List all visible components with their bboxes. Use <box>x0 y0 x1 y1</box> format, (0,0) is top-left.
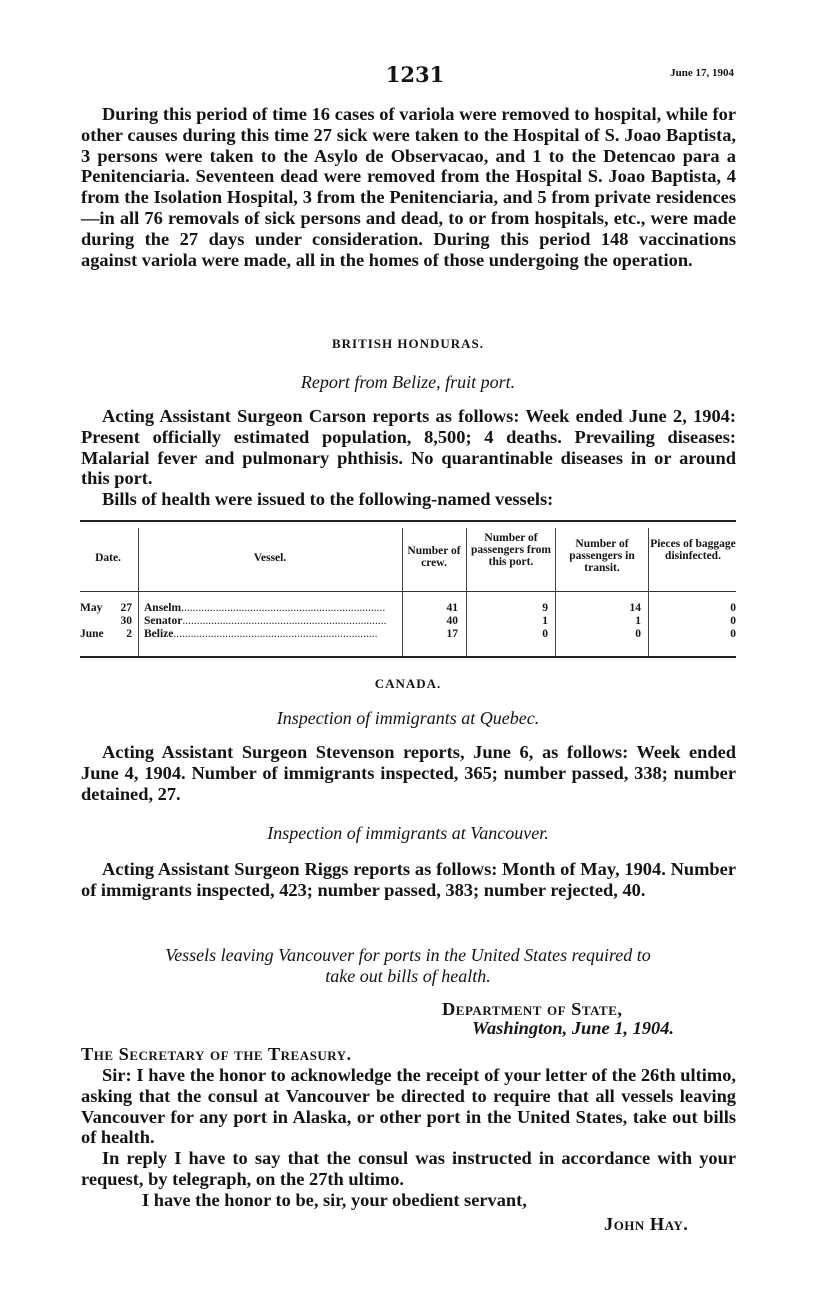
subheading-belize: Report from Belize, fruit port. <box>300 372 516 392</box>
sender-department <box>442 999 742 1020</box>
row-month: June <box>80 628 104 640</box>
signature <box>604 1214 744 1235</box>
col-header-in-transit: Number of passengers in transit. <box>569 538 635 574</box>
subheading-vessels-line1: Vessels leaving Vancouver for ports in the United States required to <box>165 945 651 965</box>
row-day: 30 <box>120 615 132 627</box>
subheading-vessels-line2: take out bills of health. <box>325 966 491 986</box>
intro-paragraph: During this period of time 16 cases of variola were removed to hospital, while for other causes during this time 27 sick were taken to the Hospital of S. Joao Baptista, 3 persons were taken to the Asylo de Observacao, and 1 to the Detencao para a Penitenciaria. Seventeen dead were removed from the Hospital S. Joao Baptista, 4 from the Isolation Hospital, 3 from the Penitenciaria, and 5 from private residences—in all 76 removals of sick persons and dead, to or from hospitals, etc., were made during the 27 days under consideration. During this period 148 vaccinations against variola were made, all in the homes of those undergoing the operation. <box>81 104 736 270</box>
row-crew: 40 <box>446 615 458 627</box>
col-divider <box>138 528 139 656</box>
section-heading-canada: CANADA. <box>374 676 442 691</box>
row-from-port: 1 <box>542 615 548 627</box>
col-divider <box>466 528 467 656</box>
vessel-name: Senator <box>144 615 183 627</box>
quebec-paragraph: Acting Assistant Surgeon Stevenson reports, June 6, as follows: Week ended June 4, 1904. Number of immigrants inspected, 365; number passed, 338; number detained, 27. <box>81 742 736 804</box>
row-in-transit: 14 <box>629 602 641 614</box>
addressee <box>81 1044 736 1065</box>
vessel-name: Anselm <box>144 602 182 614</box>
page-header <box>0 62 816 86</box>
col-header-vessel: Vessel. <box>253 552 287 564</box>
row-vessel <box>144 602 398 614</box>
subheading-vancouver: Inspection of immigrants at Vancouver. <box>267 823 549 843</box>
row-in-transit: 0 <box>635 628 641 640</box>
row-vessel <box>144 615 398 627</box>
col-header-crew: Number of crew. <box>407 545 461 569</box>
vessel-name: Belize <box>144 628 174 640</box>
vancouver-paragraph: Acting Assistant Surgeon Riggs reports as follows: Month of May, 1904. Number of immigrants inspected, 423; number passed, 383; number rejected, 40. <box>81 859 736 900</box>
dot-leader: ....................................................................... <box>173 628 378 640</box>
bills-of-health-paragraph: Bills of health were issued to the following-named vessels: <box>102 489 554 509</box>
col-divider <box>648 528 649 656</box>
row-baggage: 0 <box>730 602 736 614</box>
row-day: 27 <box>120 602 132 614</box>
col-header-date: Date. <box>95 552 121 564</box>
signature-text: John Hay. <box>604 1214 689 1234</box>
sender-line1: Department of State, <box>442 999 623 1019</box>
letter-paragraph-2: In reply I have to say that the consul was instructed in accordance with your request, by telegraph, on the 27th ultimo. <box>81 1148 736 1189</box>
dot-leader: ....................................................................... <box>181 602 386 614</box>
dot-leader: ....................................................................... <box>182 615 387 627</box>
row-in-transit: 1 <box>635 615 641 627</box>
col-header-from-port: Number of passengers from this port. <box>471 532 551 568</box>
addressee-text: The Secretary of the Treasury. <box>81 1044 352 1064</box>
table-header-rule <box>80 591 736 592</box>
table-top-rule <box>80 520 736 522</box>
row-baggage: 0 <box>730 615 736 627</box>
row-vessel <box>144 628 398 640</box>
page-number: 1231 <box>385 62 445 87</box>
row-baggage: 0 <box>730 628 736 640</box>
belize-report-paragraph: Acting Assistant Surgeon Carson reports as follows: Week ended June 2, 1904: Present officially estimated population, 8,500; 4 deaths. Prevailing diseases: Malarial fever and pulmonary phthisis. No quarantinable diseases in or around this port. <box>81 406 736 489</box>
letter-paragraph-1: Sir: I have the honor to acknowledge the receipt of your letter of the 26th ultimo, asking that the consul at Vancouver be directed to require that all vessels leaving Vancouver for any port in Alaska, or other port in the United States, take out bills of health. <box>81 1065 736 1148</box>
row-month: May <box>80 602 103 614</box>
header-date: June 17, 1904 <box>670 67 734 79</box>
row-day: 2 <box>126 628 132 640</box>
vessels-table <box>80 520 736 660</box>
row-crew: 17 <box>446 628 458 640</box>
row-from-port: 9 <box>542 602 548 614</box>
row-from-port: 0 <box>542 628 548 640</box>
subheading-quebec: Inspection of immigrants at Quebec. <box>276 708 540 728</box>
row-crew: 41 <box>446 602 458 614</box>
sender-location-date: Washington, June 1, 1904. <box>472 1018 675 1038</box>
letter-closing: I have the honor to be, sir, your obedient servant, <box>142 1190 527 1210</box>
section-heading-british-honduras: BRITISH HONDURAS. <box>331 336 485 351</box>
col-header-baggage: Pieces of baggage disinfected. <box>650 538 736 562</box>
table-bottom-rule <box>80 656 736 658</box>
col-divider <box>555 528 556 656</box>
col-divider <box>402 528 403 656</box>
